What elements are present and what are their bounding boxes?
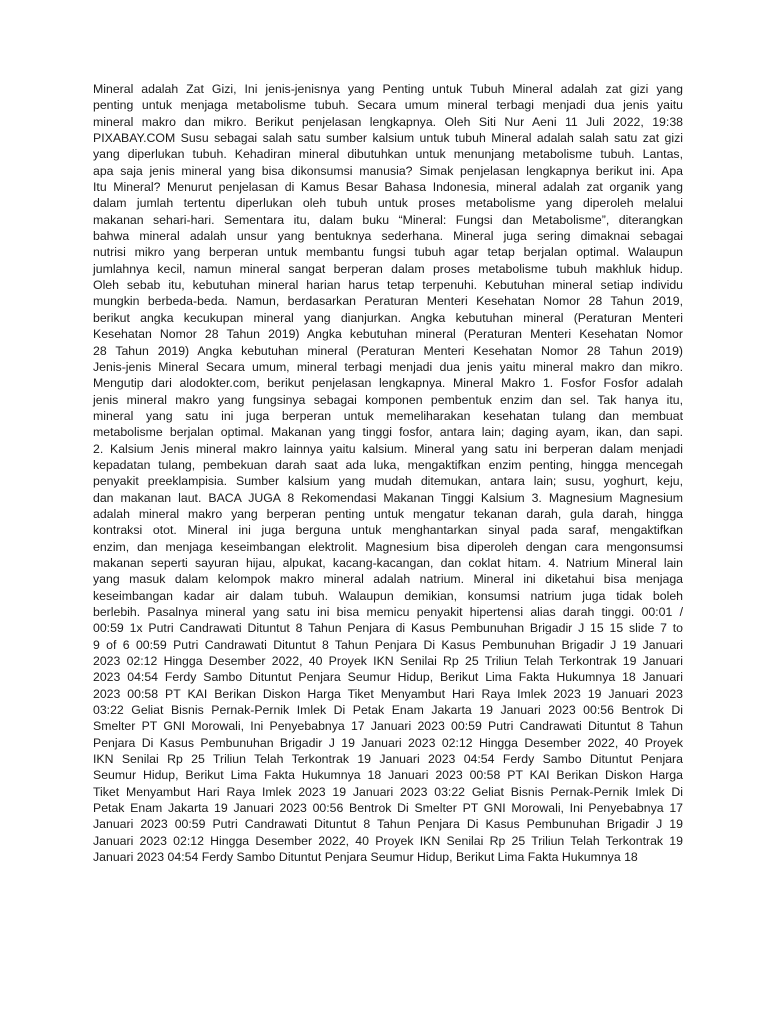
document-line: 28 Tahun 2019) Angka kebutuhan mineral (Peraturan Menteri Kesehatan Nomor 28 Tahun 2019)	[93, 343, 683, 358]
document-line: dalam jumlah tertentu diperlukan oleh tubuh untuk proses metabolisme yang diperoleh melalui	[93, 196, 683, 211]
document-line: yang diperlukan tubuh. Kehadiran mineral dibutuhkan untuk menunjang metabolisme tubuh. Lantas,	[93, 147, 683, 162]
document-line: IKN Senilai Rp 25 Triliun Telah Terkontrak 19 Januari 2023 04:54 Ferdy Sambo Dituntut Penjara	[93, 752, 683, 767]
document-line: makanan sehari-hari. Sementara itu, dalam buku “Mineral: Fungsi dan Metabolisme”, diterangkan	[93, 212, 683, 227]
document-line: Januari 2023 02:12 Hingga Desember 2022, 40 Proyek IKN Senilai Rp 25 Triliun Telah Terkontrak 19	[93, 833, 683, 848]
document-line: apa saja jenis mineral yang bisa dikonsumsi manusia? Simak penjelasan lengkapnya berikut ini. Apa	[93, 163, 683, 178]
document-line: kepadatan tulang, pembekuan darah saat ada luka, mengaktifkan enzim penting, hingga mencegah	[93, 457, 683, 472]
document-line: berlebih. Pasalnya mineral yang satu ini bisa memicu penyakit hipertensi alias darah tinggi. 00:01 /	[93, 605, 683, 619]
document-line: PIXABAY.COM Susu sebagai salah satu sumber kalsium untuk tubuh Mineral adalah salah satu zat gizi	[93, 131, 683, 146]
document-line: 2. Kalsium Jenis mineral makro lainnya yaitu kalsium. Mineral yang satu ini berperan dalam menjadi	[93, 441, 683, 456]
document-line: Oleh sebab itu, kebutuhan mineral harian harus tetap terpenuhi. Kebutuhan mineral setiap individu	[93, 278, 683, 293]
document-line: metabolisme berjalan optimal. Makanan yang tinggi fosfor, antara lain; daging ayam, ikan, dan sapi.	[93, 425, 683, 440]
document-line: Petak Enam Jakarta 19 Januari 2023 00:56 Bentrok Di Smelter PT GNI Morowali, Ini Penyebabnya 17	[93, 801, 683, 816]
document-line: Januari 2023 04:54 Ferdy Sambo Dituntut Penjara Seumur Hidup, Berikut Lima Fakta Hukumnya 18	[93, 850, 638, 865]
document-line: nutrisi mikro yang berperan untuk membantu fungsi tubuh agar tetap berjalan optimal. Walaupun	[93, 245, 683, 260]
document-line: berikut angka kecukupan mineral yang dianjurkan. Angka kebutuhan mineral (Peraturan Menteri	[93, 310, 683, 325]
document-body	[93, 81, 683, 866]
document-line: Smelter PT GNI Morowali, Ini Penyebabnya 17 Januari 2023 00:59 Putri Candrawati Dituntut 8 Tahun	[93, 719, 683, 734]
document-line: Seumur Hidup, Berikut Lima Fakta Hukumnya 18 Januari 2023 00:58 PT KAI Berikan Diskon Harga	[93, 768, 683, 783]
document-line: Mineral adalah Zat Gizi, Ini jenis-jenisnya yang Penting untuk Tubuh Mineral adalah zat gizi yang	[93, 82, 683, 96]
document-line: bahwa mineral adalah unsur yang bentuknya sederhana. Mineral juga sering dimaknai sebagai	[93, 229, 683, 244]
document-line: jumlahnya kecil, namun mineral sangat berperan dalam proses metabolisme tubuh makhluk hidup.	[93, 261, 683, 276]
document-line: penyakit preeklampisia. Sumber kalsium yang mudah ditemukan, antara lain; susu, yoghurt, keju,	[93, 474, 683, 489]
document-line: kontraksi otot. Mineral ini juga berguna untuk menghantarkan sinyal pada saraf, mengaktifkan	[93, 523, 683, 538]
document-line: Kesehatan Nomor 28 Tahun 2019) Angka kebutuhan mineral (Peraturan Menteri Kesehatan Nomor	[93, 327, 683, 342]
document-line: mineral makro dan mikro. Berikut penjelasan lengkapnya. Oleh Siti Nur Aeni 11 Juli 2022, 19:38	[93, 114, 683, 129]
document-line: Penjara Di Kasus Pembunuhan Brigadir J 19 Januari 2023 02:12 Hingga Desember 2022, 40 Proyek	[93, 735, 683, 750]
document-line: yang masuk dalam kelompok makro mineral adalah natrium. Mineral ini diketahui bisa menjaga	[93, 572, 683, 587]
document-line: jenis mineral makro yang fungsinya sebagai komponen pembentuk enzim dan sel. Tak hanya itu,	[93, 392, 683, 407]
document-line: 9 of 6 00:59 Putri Candrawati Dituntut 8 Tahun Penjara Di Kasus Pembunuhan Brigadir J 19 Januari	[93, 637, 683, 652]
document-line: mungkin berbeda-beda. Namun, berdasarkan Peraturan Menteri Kesehatan Nomor 28 Tahun 2019,	[93, 294, 683, 309]
document-line: mineral yang satu ini juga berperan untuk memeliharakan kesehatan tulang dan membuat	[93, 408, 683, 423]
document-line: penting untuk menjaga metabolisme tubuh. Secara umum mineral terbagi menjadi dua jenis yaitu	[93, 98, 683, 113]
document-line: 2023 02:12 Hingga Desember 2022, 40 Proyek IKN Senilai Rp 25 Triliun Telah Terkontrak 19 Januari	[93, 654, 683, 669]
document-line: Januari 2023 00:59 Putri Candrawati Dituntut 8 Tahun Penjara Di Kasus Pembunuhan Brigadir J 19	[93, 817, 683, 832]
document-line: dan makanan laut. BACA JUGA 8 Rekomendasi Makanan Tinggi Kalsium 3. Magnesium Magnesium	[93, 490, 683, 505]
document-line: 2023 00:58 PT KAI Berikan Diskon Harga Tiket Menyambut Hari Raya Imlek 2023 19 Januari 2023	[93, 686, 683, 701]
document-line: adalah mineral makro yang berperan penting untuk mengatur tekanan darah, gula darah, hingga	[93, 506, 683, 521]
document-line: Mengutip dari alodokter.com, berikut penjelasan lengkapnya. Mineral Makro 1. Fosfor Fosfor adalah	[93, 376, 683, 391]
document-line: 03:22 Geliat Bisnis Pernak-Pernik Imlek Di Petak Enam Jakarta 19 Januari 2023 00:56 Bentrok Di	[93, 703, 683, 718]
document-line: Tiket Menyambut Hari Raya Imlek 2023 19 Januari 2023 03:22 Geliat Bisnis Pernak-Pernik Imlek Di	[93, 784, 683, 799]
document-line: makanan seperti sayuran hijau, alpukat, kacang-kacangan, dan coklat hitam. 4. Natrium Mineral lain	[93, 555, 683, 570]
document-line: enzim, dan menjaga keseimbangan elektrolit. Magnesium bisa diperoleh dengan cara mengonsumsi	[93, 539, 683, 554]
document-line: 2023 04:54 Ferdy Sambo Dituntut Penjara Seumur Hidup, Berikut Lima Fakta Hukumnya 18 Januari	[93, 670, 683, 685]
document-line: keseimbangan kadar air dalam tubuh. Walaupun demikian, konsumsi natrium juga tidak boleh	[93, 588, 683, 603]
document-line: 00:59 1x Putri Candrawati Dituntut 8 Tahun Penjara di Kasus Pembunuhan Brigadir J 15 15 slide 7 to	[93, 621, 683, 636]
document-line: Jenis-jenis Mineral Secara umum, mineral terbagi menjadi dua jenis yaitu mineral makro dan mikro.	[93, 359, 683, 374]
document-line: Itu Mineral? Menurut penjelasan di Kamus Besar Bahasa Indonesia, mineral adalah zat organik yang	[93, 180, 683, 195]
